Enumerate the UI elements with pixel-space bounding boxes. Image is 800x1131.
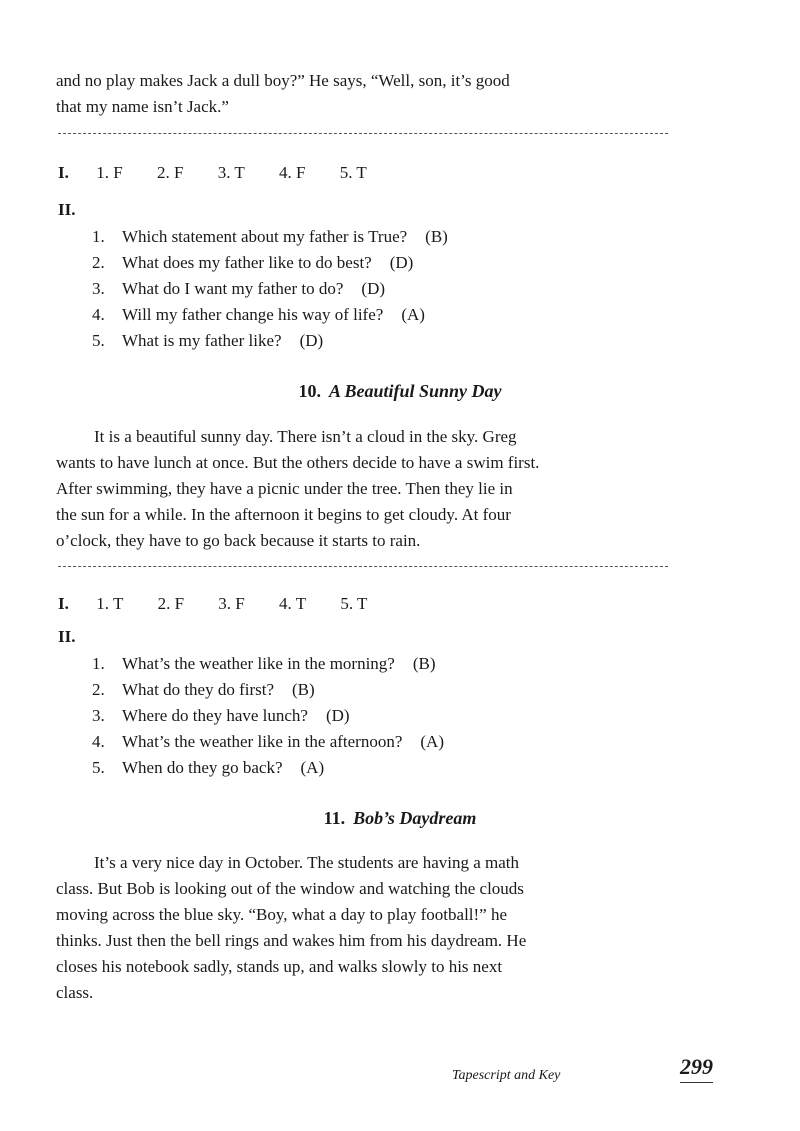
key2-part1-answers [58, 593, 397, 615]
question-item [92, 677, 444, 703]
paragraph-line: closes his notebook sadly, stands up, and walks slowly to his next [56, 957, 503, 976]
paragraph-line: the sun for a while. In the afternoon it begins to get cloudy. At four [56, 505, 511, 524]
question-answer: (A) [420, 732, 444, 751]
paragraph-line: moving across the blue sky. “Boy, what a day to play football!” he [56, 905, 508, 924]
paragraph-line: It’s a very nice day in October. The students are having a math [94, 853, 520, 872]
intro-paragraph [56, 68, 674, 120]
question-number: 3. [92, 706, 105, 725]
question-answer: (D) [361, 279, 386, 298]
section11-paragraph [56, 850, 674, 1006]
answer-item: 1. T [96, 594, 124, 613]
question-item [92, 250, 448, 276]
section-title: Bob’s Daydream [353, 808, 477, 828]
question-text: What’s the weather like in the morning? [122, 654, 395, 673]
answer-item: 4. F [279, 163, 306, 182]
paragraph-line: thinks. Just then the bell rings and wakes him from his daydream. He [56, 931, 527, 950]
question-number: 1. [92, 227, 105, 246]
question-item [92, 651, 444, 677]
question-answer: (A) [401, 305, 425, 324]
section11-heading [0, 808, 800, 829]
question-item [92, 703, 444, 729]
question-answer: (A) [300, 758, 325, 777]
question-item [92, 328, 448, 354]
question-text: Which statement about my father is True? [122, 227, 408, 246]
question-item [92, 755, 444, 781]
paragraph-line: wants to have lunch at once. But the others decide to have a swim first. [56, 453, 540, 472]
section10-paragraph [56, 424, 674, 554]
question-item [92, 276, 448, 302]
dashed-divider [58, 566, 668, 567]
question-text: What’s the weather like in the afternoon? [122, 732, 403, 751]
question-text: What does my father like to do best? [122, 253, 372, 272]
question-number: 3. [92, 279, 105, 298]
question-number: 5. [92, 331, 105, 350]
answer-item: 3. T [217, 163, 245, 182]
answer-item: 2. F [157, 594, 185, 613]
key1-part2-label: II. [58, 200, 76, 219]
question-text: When do they go back? [122, 758, 283, 777]
question-answer: (D) [299, 331, 324, 350]
paragraph-line: After swimming, they have a picnic under the tree. Then they lie in [56, 479, 513, 498]
key1-question-list [92, 224, 448, 354]
answer-item: 3. F [218, 594, 245, 613]
paragraph-line: class. But Bob is looking out of the window and watching the clouds [56, 879, 524, 898]
part-label: I. [58, 163, 69, 182]
part-label: I. [58, 594, 69, 613]
key2-question-list [92, 651, 444, 781]
answer-item: 1. F [96, 163, 123, 182]
question-answer: (B) [412, 654, 436, 673]
question-text: Where do they have lunch? [122, 706, 308, 725]
question-text: What do they do first? [122, 680, 275, 699]
question-number: 5. [92, 758, 105, 777]
page-number: 299 [680, 1054, 713, 1083]
answer-item: 5. T [339, 163, 367, 182]
question-answer: (B) [425, 227, 448, 246]
question-answer: (D) [325, 706, 350, 725]
question-text: What is my father like? [122, 331, 282, 350]
paragraph-line: and no play makes Jack a dull boy?” He says, “Well, son, it’s good [56, 71, 510, 90]
question-number: 2. [92, 253, 105, 272]
paragraph-line: It is a beautiful sunny day. There isn’t a cloud in the sky. Greg [94, 427, 517, 446]
section-number: 11. [323, 808, 346, 828]
paragraph-line: that my name isn’t Jack.” [56, 97, 229, 116]
question-answer: (B) [292, 680, 315, 699]
question-item [92, 224, 448, 250]
answer-item: 5. T [340, 594, 368, 613]
dashed-divider [58, 133, 668, 134]
question-number: 2. [92, 680, 105, 699]
answer-item: 4. T [279, 594, 307, 613]
question-number: 1. [92, 654, 105, 673]
question-number: 4. [92, 732, 105, 751]
question-answer: (D) [389, 253, 414, 272]
question-text: What do I want my father to do? [122, 279, 344, 298]
key1-part1-answers [58, 162, 397, 184]
paragraph-line: class. [56, 983, 94, 1002]
answer-item: 2. F [156, 163, 184, 182]
paragraph-line: o’clock, they have to go back because it starts to rain. [56, 531, 421, 550]
question-number: 4. [92, 305, 105, 324]
question-item [92, 302, 448, 328]
section-number: 10. [298, 381, 321, 401]
question-item [92, 729, 444, 755]
section10-heading [0, 381, 800, 402]
section-title: A Beautiful Sunny Day [328, 381, 502, 401]
footer-label: Tapescript and Key [452, 1068, 561, 1083]
question-text: Will my father change his way of life? [122, 305, 384, 324]
key2-part2-label: II. [58, 627, 76, 646]
